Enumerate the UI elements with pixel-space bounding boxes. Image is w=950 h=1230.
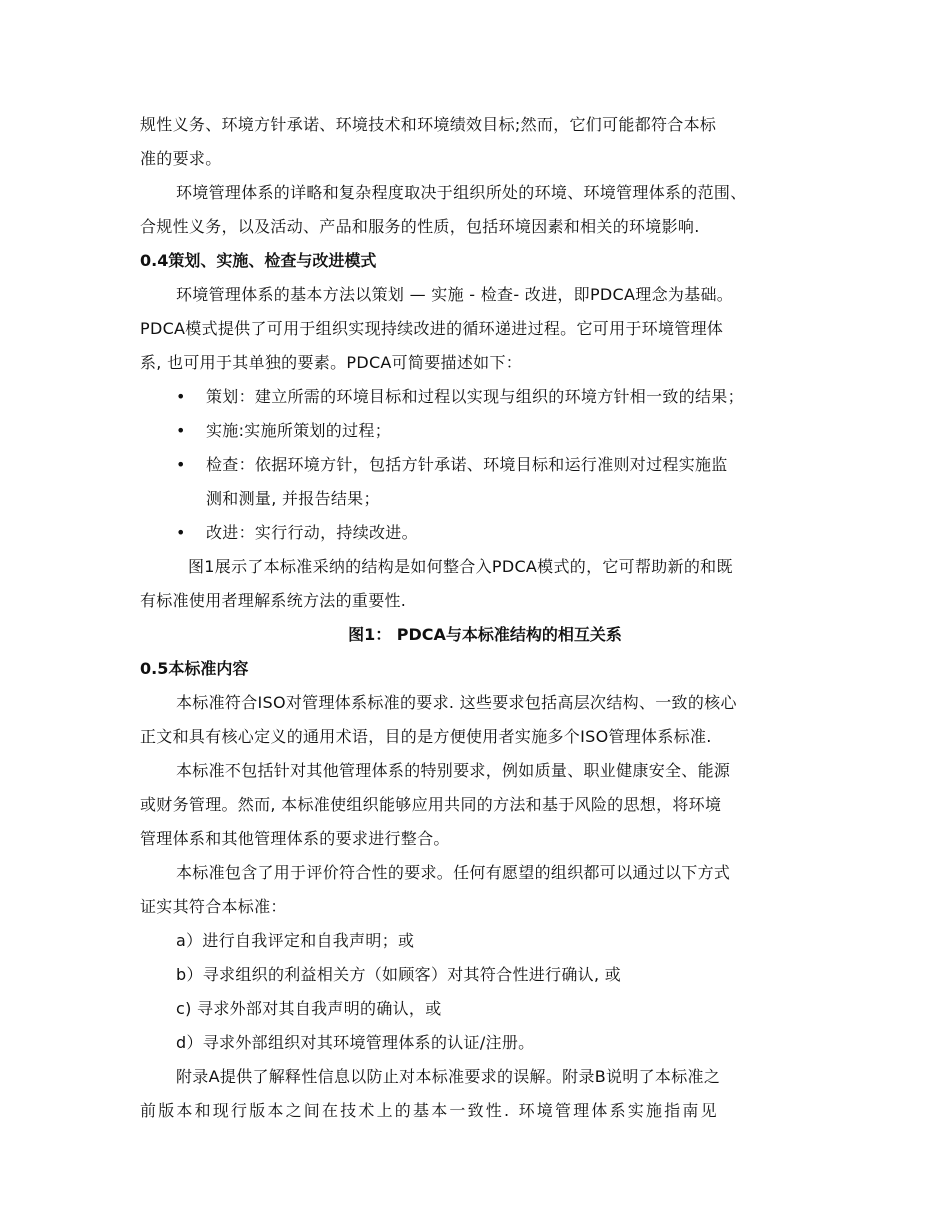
- text-line: 系, 也可用于其单独的要素。PDCA可简要描述如下：: [140, 353, 523, 372]
- text-line: 图1展示了本标准采纳的结构是如何整合入PDCA模式的，它可帮助新的和既: [188, 557, 733, 576]
- bullet-dot-icon: •: [176, 387, 186, 406]
- text-line: 有标准使用者理解系统方法的重要性.: [140, 591, 407, 610]
- bullet-text-continued: 测和测量, 并报告结果；: [206, 489, 380, 508]
- text-line: 环境管理体系的详略和复杂程度取决于组织所处的环境、环境管理体系的范围、: [176, 183, 747, 202]
- text-line: PDCA模式提供了可用于组织实现持续改进的循环递进过程。它可用于环境管理体: [140, 319, 724, 338]
- option-item-b: b）寻求组织的利益相关方（如顾客）对其符合性进行确认, 或: [176, 965, 622, 984]
- bullet-text: 实施:实施所策划的过程；: [206, 421, 391, 440]
- bullet-dot-icon: •: [176, 455, 186, 474]
- bullet-item-check: [140, 448, 830, 516]
- bullet-item-do: [140, 414, 830, 448]
- text-line: 合规性义务，以及活动、产品和服务的性质，包括环境因素和相关的环境影响.: [140, 217, 700, 236]
- bullet-dot-icon: •: [176, 523, 186, 542]
- text-line: 前版本和现行版本之间在技术上的基本一致性. 环境管理体系实施指南见: [140, 1101, 719, 1120]
- bullet-item-act: [140, 516, 830, 550]
- option-item-c: c) 寻求外部对其自我声明的确认，或: [176, 999, 442, 1018]
- text-line: 管理体系和其他管理体系的要求进行整合。: [140, 829, 450, 848]
- text-line: 本标准包含了用于评价符合性的要求。任何有愿望的组织都可以通过以下方式: [176, 863, 731, 882]
- bullet-text: 检查：依据环境方针，包括方针承诺、环境目标和运行准则对过程实施监: [206, 455, 728, 474]
- bullet-text: 改进：实行行动，持续改进。: [206, 523, 418, 542]
- option-item-d: d）寻求外部组织对其环境管理体系的认证/注册。: [176, 1033, 535, 1052]
- bullet-dot-icon: •: [176, 421, 186, 440]
- text-line: 证实其符合本标准：: [140, 897, 287, 916]
- option-item-a: a）进行自我评定和自我声明；或: [176, 931, 415, 950]
- pdca-bullet-list: [140, 380, 830, 550]
- text-line: 本标准符合ISO对管理体系标准的要求. 这些要求包括高层次结构、一致的核心: [176, 693, 737, 712]
- text-line: 或财务管理。然而, 本标准使组织能够应用共同的方法和基于风险的思想，将环境: [140, 795, 722, 814]
- figure-caption: 图1： PDCA与本标准结构的相互关系: [348, 625, 622, 644]
- text-line: 准的要求。: [140, 149, 222, 168]
- text-line: 附录A提供了解释性信息以防止对本标准要求的误解。附录B说明了本标准之: [176, 1067, 721, 1086]
- text-line: 正文和具有核心定义的通用术语，目的是方便使用者实施多个ISO管理体系标准.: [140, 727, 712, 746]
- document-page: [140, 108, 830, 1128]
- section-heading-0-4: 0.4策划、实施、检查与改进模式: [140, 251, 377, 270]
- text-line: 环境管理体系的基本方法以策划 — 实施 - 检查- 改进，即PDCA理念为基础。: [176, 285, 734, 304]
- text-line: 规性义务、环境方针承诺、环境技术和环境绩效目标;然而，它们可能都符合本标: [140, 115, 717, 134]
- text-line: 本标准不包括针对其他管理体系的特别要求，例如质量、职业健康安全、能源: [176, 761, 731, 780]
- bullet-text: 策划：建立所需的环境目标和过程以实现与组织的环境方针相一致的结果；: [206, 387, 744, 406]
- section-heading-0-5: 0.5本标准内容: [140, 659, 249, 678]
- bullet-item-plan: [140, 380, 830, 414]
